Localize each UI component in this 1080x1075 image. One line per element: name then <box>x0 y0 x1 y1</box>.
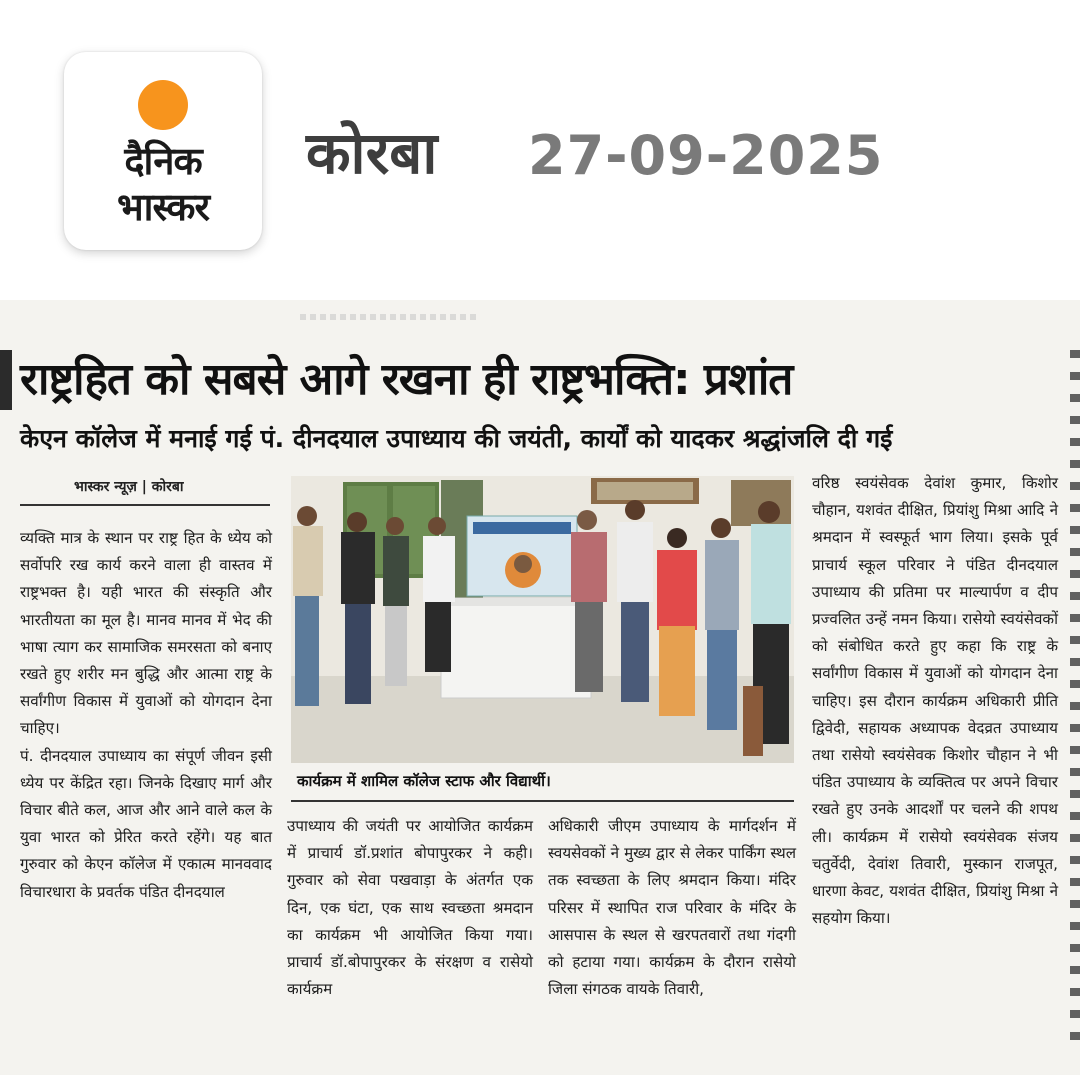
byline-divider <box>20 504 270 506</box>
article-column-1: व्यक्ति मात्र के स्थान पर राष्ट्र हित के ध्येय को सर्वोपरि रख कार्य करने वाला ही वास्तव में राष्ट्रभक्त है। यही भारत की संस्कृति और भारतीयता का मूल है। मानव मानव में भेद की भाषा त्याग कर सामाजिक समरसता को बनाए रखते हुए शरीर मन बुद्धि और आत्मा राष्ट्र के सर्वांगीण विकास में युवाओं को योगदान देना चाहिए। पं. दीनदयाल उपाध्याय का संपूर्ण जीवन इसी ध्येय पर केंद्रित रहा। जिनके दिखाए मार्ग और विचार बीते कल, आज और आने वाले कल के युवा भारत को प्रेरित करते रहेंगे। यह बात गुरुवार को केएन कॉलेज में एकात्म मानववाद विचारधारा के प्रवर्तक पंडित दीनदयाल <box>20 529 272 901</box>
print-smudge <box>300 314 480 320</box>
logo-text-line2: भास्कर <box>116 185 210 229</box>
caption-divider <box>291 800 794 802</box>
article-photo <box>291 476 794 763</box>
article-column-2: उपाध्याय की जयंती पर आयोजित कार्यक्रम में प्राचार्य डॉ.प्रशांत बोपापुरकर ने कही। गुरुवार को सेवा पखवाड़ा के अंतर्गत एक दिन, एक घंटा, एक साथ स्वच्छता श्रमदान का कार्यक्रम भी आयोजित किया गया। प्राचार्य डॉ.बोपापुरकर के संरक्षण व रासेयो कार्यक्रम <box>287 817 533 999</box>
logo-text-line1: दैनिक <box>124 139 202 183</box>
edition-date: 27-09-2025 <box>528 124 884 187</box>
edition-city: कोरबा <box>306 119 438 187</box>
article-column-4: वरिष्ठ स्वयंसेवक देवांश कुमार, किशोर चौहान, यशवंत दीक्षित, प्रियांशु मिश्रा आदि ने श्रमदान में स्वस्फूर्त भाग लिया। इसके पूर्व प्राचार्य स्कूल परिवार ने पंडित दीनदयाल उपाध्याय की प्रतिमा पर माल्यार्पण व दीप प्रज्वलित उन्हें नमन किया। रासेयो स्वयंसेवकों को संबोधित करते हुए कहा कि राष्ट्र के सर्वांगीण विकास में युवाओं को योगदान देना चाहिए। इस दौरान कार्यक्रम अधिकारी प्रीति द्विवेदी, सहायक अध्यापक वेदव्रत उपाध्याय तथा रासेयो स्वयंसेवक किशोर चौहान ने भी पंडित उपाध्याय के व्यक्तित्व पर अपने विचार रखते हुए उनके आदर्शों पर चलने की शपथ ली। कार्यक्रम में रासेयो स्वयंसेवक संजय चतुर्वेदी, देवांश तिवारी, मुस्कान राजपूत, धारणा केवट, यशवंत दीक्षित, प्रियांशु मिश्रा ने सहयोग किया। <box>812 474 1058 928</box>
article-headline: राष्ट्रहित को सबसे आगे रखना ही राष्ट्रभक्ति: प्रशांत <box>20 354 793 405</box>
newspaper-logo <box>64 52 262 250</box>
clipping-left-edge <box>0 350 12 410</box>
article-byline: भास्कर न्यूज़ | कोरबा <box>74 479 184 495</box>
article-subheadline: केएन कॉलेज में मनाई गई पं. दीनदयाल उपाध्याय की जयंती, कार्यों को यादकर श्रद्धांजलि दी गई <box>20 424 893 453</box>
article-column-3: अधिकारी जीएम उपाध्याय के मार्गदर्शन में स्वयसेवकों ने मुख्य द्वार से लेकर पार्किंग स्थल तक स्वच्छता के लिए श्रमदान किया। मंदिर परिसर में स्थापित राज परिवार के मंदिर के आसपास के स्थल से खरपतवारों तथा गंदगी को हटाया गया। कार्यक्रम के दौरान रासेयो जिला संगठक वायके तिवारी, <box>548 817 796 999</box>
event-photo-illustration <box>291 476 794 763</box>
photo-caption: कार्यक्रम में शामिल कॉलेज स्टाफ और विद्यार्थी। <box>297 772 551 790</box>
clipping-right-edge <box>1070 350 1080 1050</box>
sun-icon <box>138 80 188 130</box>
